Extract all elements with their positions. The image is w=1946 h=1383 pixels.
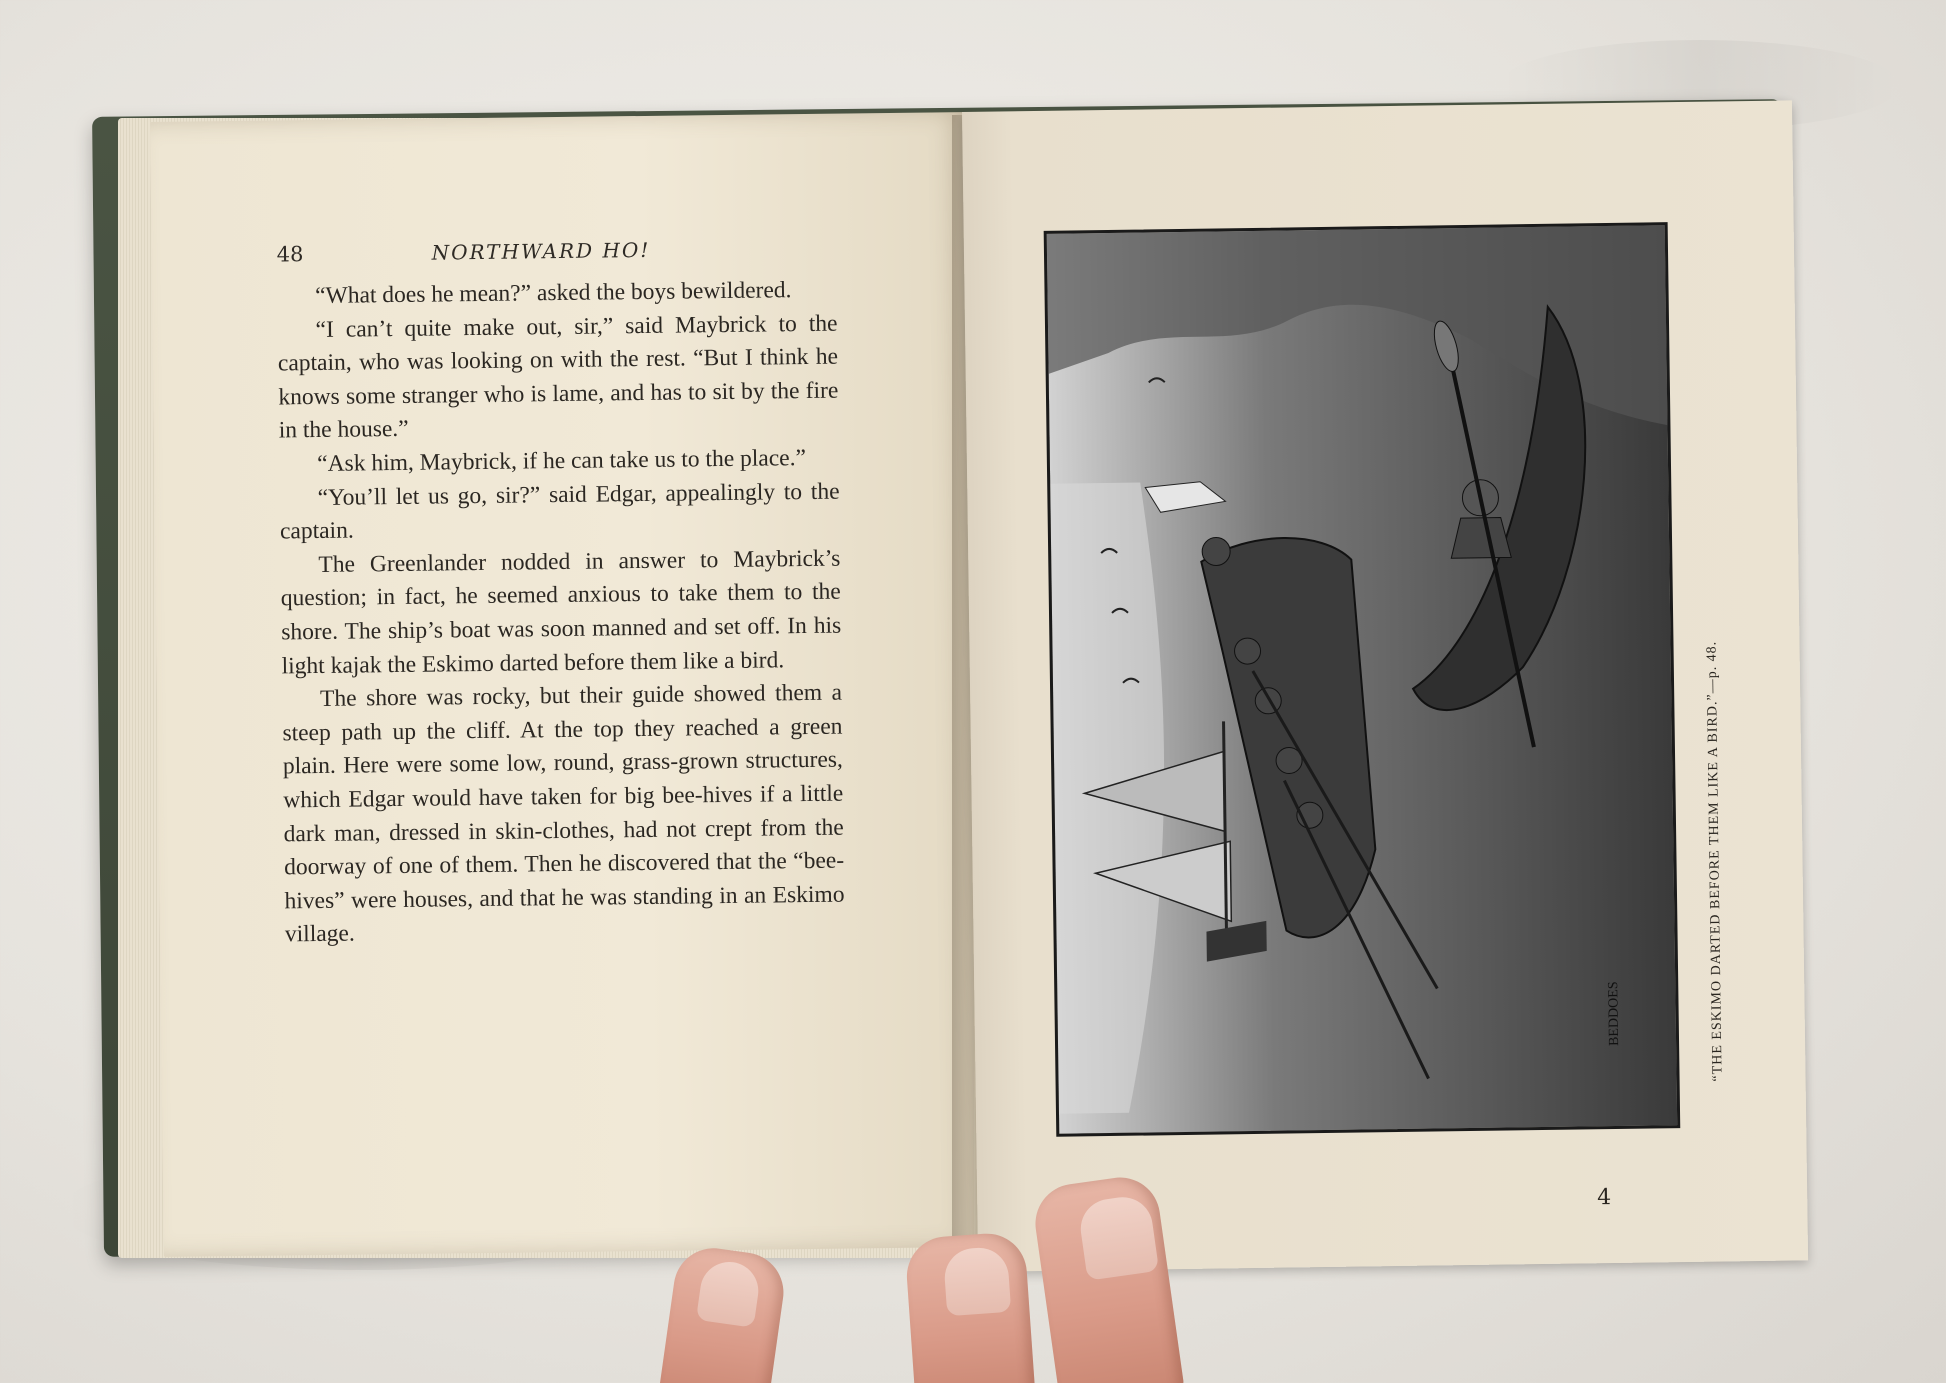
left-page — [150, 112, 979, 1257]
caption-anchor — [1704, 640, 1741, 1091]
engraving-drawing — [1047, 225, 1678, 1134]
paragraph: “What does he mean?” asked the boys bewildered. — [314, 277, 792, 309]
paragraph: “You’ll let us go, sir?” said Edgar, appealingly to the captain. — [279, 478, 840, 545]
artist-signature: BEDDOES — [1606, 981, 1623, 1047]
right-page — [962, 100, 1808, 1271]
paragraph: The shore was rocky, but their guide showed them a steep path up the cliff. At the top they reached a green plain. Here were some low, round, grass-grown structures, which Edgar would have taken for big bee-hives if a little dark man, dressed in skin-clothes, had not crept from the doorway of one of them. Then he discovered that the “bee-hives” were houses, and that he was standing in an Eskimo village. — [282, 679, 845, 948]
illustration-caption: “THE ESKIMO DARTED BEFORE THEM LIKE A BIRD.”—p. 48. — [1704, 640, 1726, 1082]
sheet-number: 4 — [1597, 1185, 1612, 1211]
running-title: NORTHWARD HO! — [431, 237, 651, 265]
paragraph: “I can’t quite make out, sir,” said Maybrick to the captain, who was looking on with the rest. “But I think he knows some stranger who is lame, and has to sit by the fire in the house.” — [277, 310, 839, 444]
page-number: 48 — [276, 242, 304, 267]
page-text — [277, 274, 845, 953]
running-head — [276, 236, 836, 267]
engraving-illustration — [1044, 222, 1681, 1137]
paragraph: The Greenlander nodded in answer to Maybrick’s question; in fact, he seemed anxious to take them to the shore. The ship’s boat was soon manned and set off. In his light kajak the Eskimo darted before them like a bird. — [280, 545, 842, 679]
paragraph: “Ask him, Maybrick, if he can take us to the place.” — [317, 444, 807, 477]
